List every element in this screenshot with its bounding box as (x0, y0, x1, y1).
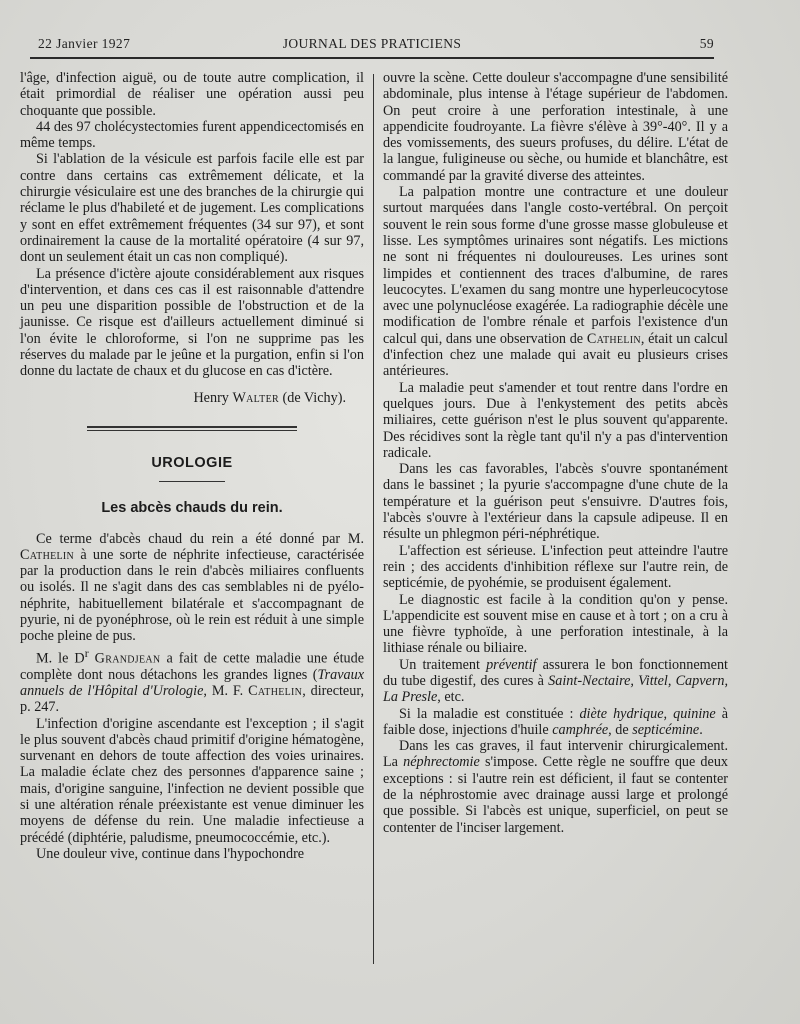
paragraph: Ce terme d'abcès chaud du rein a été donné par M. Cathelin à une sorte de néphrite infectieuse, caractérisée par la production dans le rein d'abcès miliaires confluents ou isolés. Il ne s'agit dans des cas semblables ni de pyélo-néphrite, habituellement bilatérale et s'accompagnant de pyurie, ni de pyonéphrose, où le rein est réduit à une simple poche pleine de pus. (20, 530, 364, 645)
paragraph: Une douleur vive, continue dans l'hypochondre (36, 845, 305, 862)
page-header (30, 36, 714, 54)
right-column (383, 70, 728, 836)
paragraph: Dans les cas graves, il faut intervenir chirurgicalement. La néphrectomie s'impose. Cette règle ne souffre que deux exceptions : si l'autre rein est déficient, il faut se contenter de la néphrostomie avec drainage aussi large et prolongé que possible. Si l'abcès est unique, superficiel, on peut se contenter de l'inciser largement. (383, 738, 729, 836)
paragraph: L'affection est sérieuse. L'infection peut atteindre l'autre rein ; des accidents d'inhibition réflexe sur l'autre rein, de septicémie, de pyohémie, se produisent également. (383, 542, 728, 592)
paragraph: Si l'ablation de la vésicule est parfois facile elle est par contre dans certains cas extrêmement délicate, et la chirurgie vésiculaire est une des branches de la chirurgie qui réclame le plus d'habileté et de jugement. Les complications y sont en effet extrêmement fréquentes (34 sur 97), et sont ordinairement la cause de la mortalité opératoire (4 sur 97, dont un seulement était un cas non compliqué). (20, 151, 364, 266)
page-number: 59 (699, 36, 714, 51)
paragraph: L'infection d'origine ascendante est l'exception ; il s'agit le plus souvent d'abcès chaud primitif d'origine hématogène, survenant en dehors de toute affection des voies urinaires. La maladie éclate chez des personnes d'apparence saine ; mais, d'origine sanguine, l'infection ne devient possible que si une altération rénale préexistante est venue diminuer les moyens de défense du rein. Une maladie infectieuse a précédé (diphtérie, paludisme, pneumococcémie, etc.). (20, 715, 364, 846)
paragraph: Un traitement préventif assurera le bon fonctionnement du tube digestif, des cures à Saint-Nectaire, Vittel, Capvern, La Presle, etc. (383, 656, 728, 706)
header-rule (30, 57, 714, 59)
section-underline (159, 481, 225, 482)
section-title: UROLOGIE (151, 454, 233, 471)
person-name: Cathelin (20, 546, 75, 563)
paragraph: Le diagnostic est facile à la condition qu'on y pense. L'appendicite est souvent mise en cause et à tort ; on a cru à une fièvre typhoïde, à une perforation intestinale, à la lithiase rénale ou biliaire. (383, 591, 728, 657)
person-name: Cathelin (586, 330, 641, 347)
paragraph: 44 des 97 cholécystectomies furent appendicectomisés en même temps. (20, 118, 364, 152)
paragraph: Si la maladie est constituée : diète hydrique, quinine à faible dose, injections d'huile camphrée, de septicémine. (383, 705, 729, 738)
paragraph: l'âge, d'infection aiguë, ou de toute autre complication, il était primordial de réaliser une opération aussi peu choquante que possible. (20, 70, 364, 119)
section-separator (87, 426, 297, 431)
author-surname: Walter (232, 389, 279, 406)
paragraph: La maladie peut s'amender et tout rentre dans l'ordre en quelques jours. Due à l'enkystement des petits abcès miliaires, cette guérison n'est le plus souvent qu'apparente. Des récidives sont la règle tant qu'il n'y a pas d'intervention radicale. (383, 379, 728, 461)
journal-title: JOURNAL DES PRATICIENS (282, 36, 462, 51)
citation-title: Travaux annuels de l'Hôpital d'Urologie (20, 666, 364, 699)
left-column (20, 70, 364, 862)
paragraph: La présence d'ictère ajoute considérablement aux risques d'intervention, et dans ces cas il est raisonnable d'attendre un peu une disparition possible de l'obstruction et de la jaunisse. Ce risque est d'ailleurs actuellement diminué si l'on évite le chloroforme, si l'on ne supprime pas les réserves du malade par le jeûne et la purgation, enfin si l'on donne du lactate de chaux et du glucose en cas d'ictère. (20, 265, 364, 380)
person-name: Cathelin (248, 682, 303, 699)
person-name: Grandjean (94, 650, 161, 667)
article-title: Les abcès chauds du rein. (101, 500, 283, 517)
author-first-name: Henry (193, 389, 229, 406)
author-signature (20, 390, 346, 406)
paragraph: ouvre la scène. Cette douleur s'accompagne d'une sensibilité abdominale, plus intense à l'étage supérieur de l'abdomen. On peut croire à une perforation intestinale, à une appendicite foudroyante. La fièvre s'élève à 39°-40°. Il y a des vomissements, des sueurs profuses, du délire. L'état de la langue, fuligineuse ou sèche, ou humide et blanchâtre, est commandé par la gravité diverse des atteintes. (383, 70, 728, 184)
column-divider (373, 74, 374, 964)
header-date: 22 Janvier 1927 (38, 36, 131, 51)
paragraph: La palpation montre une contracture et une douleur surtout marquées dans l'angle costo-vertébral. On perçoit souvent le rein sous forme d'une grosse masse globuleuse et lisse. Les symptômes urinaires sont négatifs. Les mictions ne sont ni fréquentes ni douloureuses. Les urines sont limpides et contiennent des traces d'albumine, de rares leucocytes. L'examen du sang montre une hyperleucocytose avec une polynucléose exagérée. La radiographie décèle une modification de l'ombre rénale et parfois l'existence d'un calcul qui, dans une observation de Cathelin, était un calcul d'infection chez une malade qui avait eu plusieurs crises antérieures. (383, 184, 729, 380)
paragraph: Dans les cas favorables, l'abcès s'ouvre spontanément dans le bassinet ; la pyurie s'accompagne d'une chute de la température et la guérison peut s'ensuivre. D'autres fois, l'abcès s'ouvre à l'extérieur dans la capsule adipeuse. Il en résulte un phlegmon péri-néphrétique. (383, 461, 728, 543)
paragraph: M. le $D^r$ Grandjean a fait de cette maladie une étude complète dont nous détachons les grandes lignes (Travaux annuels de l'Hôpital d'Urologie, M. F. Cathelin, directeur, p. 247. (20, 645, 365, 716)
author-place: (de Vichy). (282, 389, 346, 406)
